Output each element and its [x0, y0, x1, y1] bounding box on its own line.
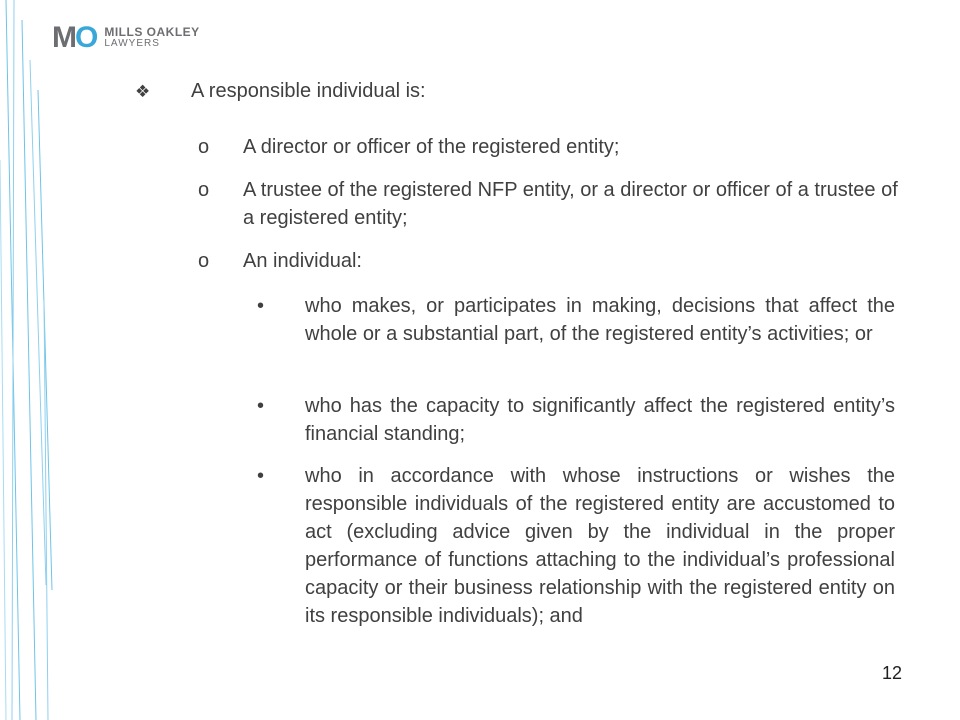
sub-item-text: An individual: — [243, 250, 362, 272]
sub-item — [198, 133, 898, 161]
sub-item-marker: o — [198, 179, 210, 201]
sub-item — [198, 247, 898, 275]
lead-point — [135, 80, 426, 103]
bullet-marker: • — [257, 395, 265, 417]
logo-monogram-o: O — [75, 21, 97, 54]
page-number: 12 — [881, 663, 902, 683]
sub-item-marker: o — [198, 136, 210, 158]
bullet-item — [255, 292, 895, 348]
sub-item-text: A trustee of the registered NFP entity, or a director or officer of a trustee of a registered entity; — [243, 179, 898, 229]
sub-item-text: A director or officer of the registered entity; — [243, 136, 620, 158]
bullet-text: who has the capacity to significantly affect the registered entity’s financial standing; — [305, 395, 895, 445]
bullet-item — [255, 462, 895, 630]
bullet-text: who in accordance with whose instructions or wishes the responsible individuals of the registered entity are accustomed to act (excluding advice given by the individual in the proper performance of functions attaching to the individual’s professional capacity or their business relationship with the registered entity on its responsible individuals); and — [305, 465, 895, 627]
logo-monogram-m: M — [52, 21, 75, 54]
diamond-bullet-icon: ❖ — [135, 82, 151, 101]
logo-firm-type: LAWYERS — [104, 38, 160, 49]
bullet-marker: • — [257, 295, 265, 317]
sub-item-marker: o — [198, 250, 210, 272]
bullet-text: who makes, or participates in making, decisions that affect the whole or a substantial part, of the registered entity’s activities; or — [305, 295, 895, 345]
sub-item — [198, 176, 898, 232]
lead-text: A responsible individual is: — [191, 80, 426, 102]
logo-firm-name: MILLS OAKLEY — [104, 25, 200, 39]
bullet-item — [255, 392, 895, 448]
bullet-marker: • — [257, 465, 265, 487]
